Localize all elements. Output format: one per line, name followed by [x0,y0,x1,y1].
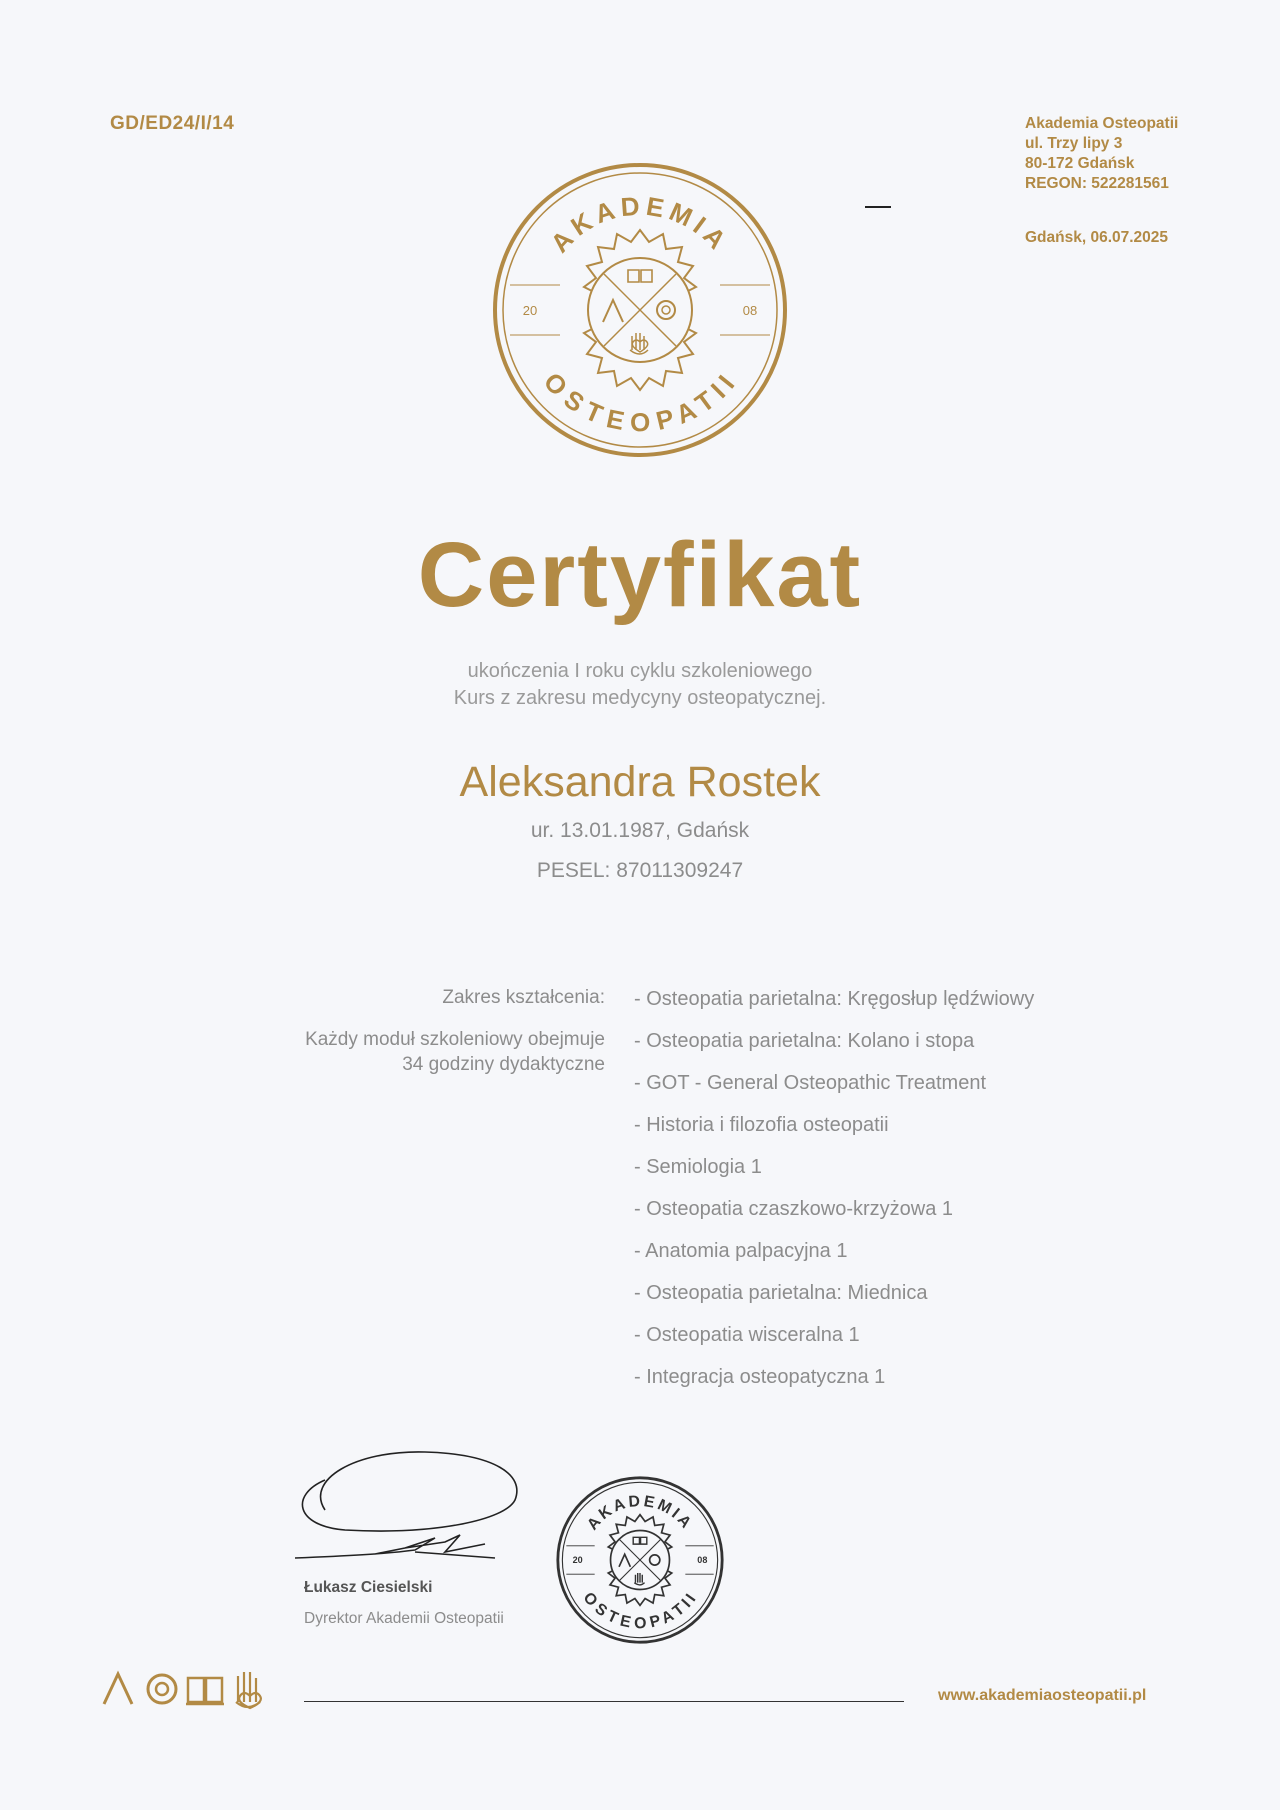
list-item: - Osteopatia parietalna: Kręgosłup lędźwiowy [634,984,1034,1026]
document-number: GD/ED24/I/14 [110,113,235,134]
academy-stamp [555,1475,725,1645]
lambda-icon [104,1674,132,1704]
list-item: - GOT - General Osteopathic Treatment [634,1068,1034,1110]
seal-top-text: AKADEMIA [544,190,736,259]
scope-note-line-2: 34 godziny dydaktyczne [402,1054,605,1075]
issue-date: Gdańsk, 06.07.2025 [1025,229,1169,246]
website-link[interactable]: www.akademiaosteopatii.pl [938,1687,1147,1704]
recipient-name: Aleksandra Rostek [459,758,821,806]
seal-bottom-text: OSTEOPATII [537,366,743,438]
certificate-subtitle [0,658,1280,712]
divider-mark [865,206,891,208]
footer-icon-row [100,1666,280,1710]
list-item: - Osteopatia parietalna: Kolano i stopa [634,1026,1034,1068]
list-item: - Anatomia palpacyjna 1 [634,1236,1034,1278]
subtitle-line-2: Kurs z zakresu medycyny osteopatycznej. [453,687,827,709]
stamp-year-right: 08 [697,1554,708,1565]
org-regon: REGON: 522281561 [1025,175,1169,192]
scope-note [305,1027,605,1077]
scope-note-line-1: Każdy moduł szkoleniowy obejmuje [305,1029,605,1050]
module-list [634,984,1034,1404]
scope-label: Zakres kształcenia: [442,987,605,1008]
certificate-title: Certyfikat [417,524,863,626]
list-item: - Integracja osteopatyczna 1 [634,1362,1034,1404]
recipient-pesel: PESEL: 87011309247 [536,859,744,882]
hand-heart-icon [236,1672,261,1708]
organization-address [1025,114,1178,194]
footer-rule [304,1701,904,1702]
list-item: - Historia i filozofia osteopatii [634,1110,1034,1152]
list-item: - Osteopatia parietalna: Miednica [634,1278,1034,1320]
book-icon [186,1678,224,1704]
list-item: - Osteopatia wisceralna 1 [634,1320,1034,1362]
org-name: Akademia Osteopatii [1025,115,1179,132]
subtitle-line-1: ukończenia I roku cyklu szkoleniowego [467,660,813,682]
signatory-name: Łukasz Ciesielski [304,1579,433,1596]
academy-seal [490,160,790,460]
signatory-role: Dyrektor Akademii Osteopatii [304,1610,504,1627]
list-item: - Semiologia 1 [634,1152,1034,1194]
list-item: - Osteopatia czaszkowo-krzyżowa 1 [634,1194,1034,1236]
circle-icon [148,1675,176,1703]
org-city: 80-172 Gdańsk [1025,155,1135,172]
signature-scribble [285,1440,545,1580]
org-street: ul. Trzy lipy 3 [1025,135,1123,152]
stamp-year-left: 20 [572,1554,583,1565]
seal-year-right: 08 [742,303,758,318]
stamp-bottom-text: OSTEOPATII [579,1589,701,1633]
seal-year-left: 20 [522,303,538,318]
stamp-top-text: AKADEMIA [584,1492,696,1534]
recipient-birth: ur. 13.01.1987, Gdańsk [530,819,750,842]
